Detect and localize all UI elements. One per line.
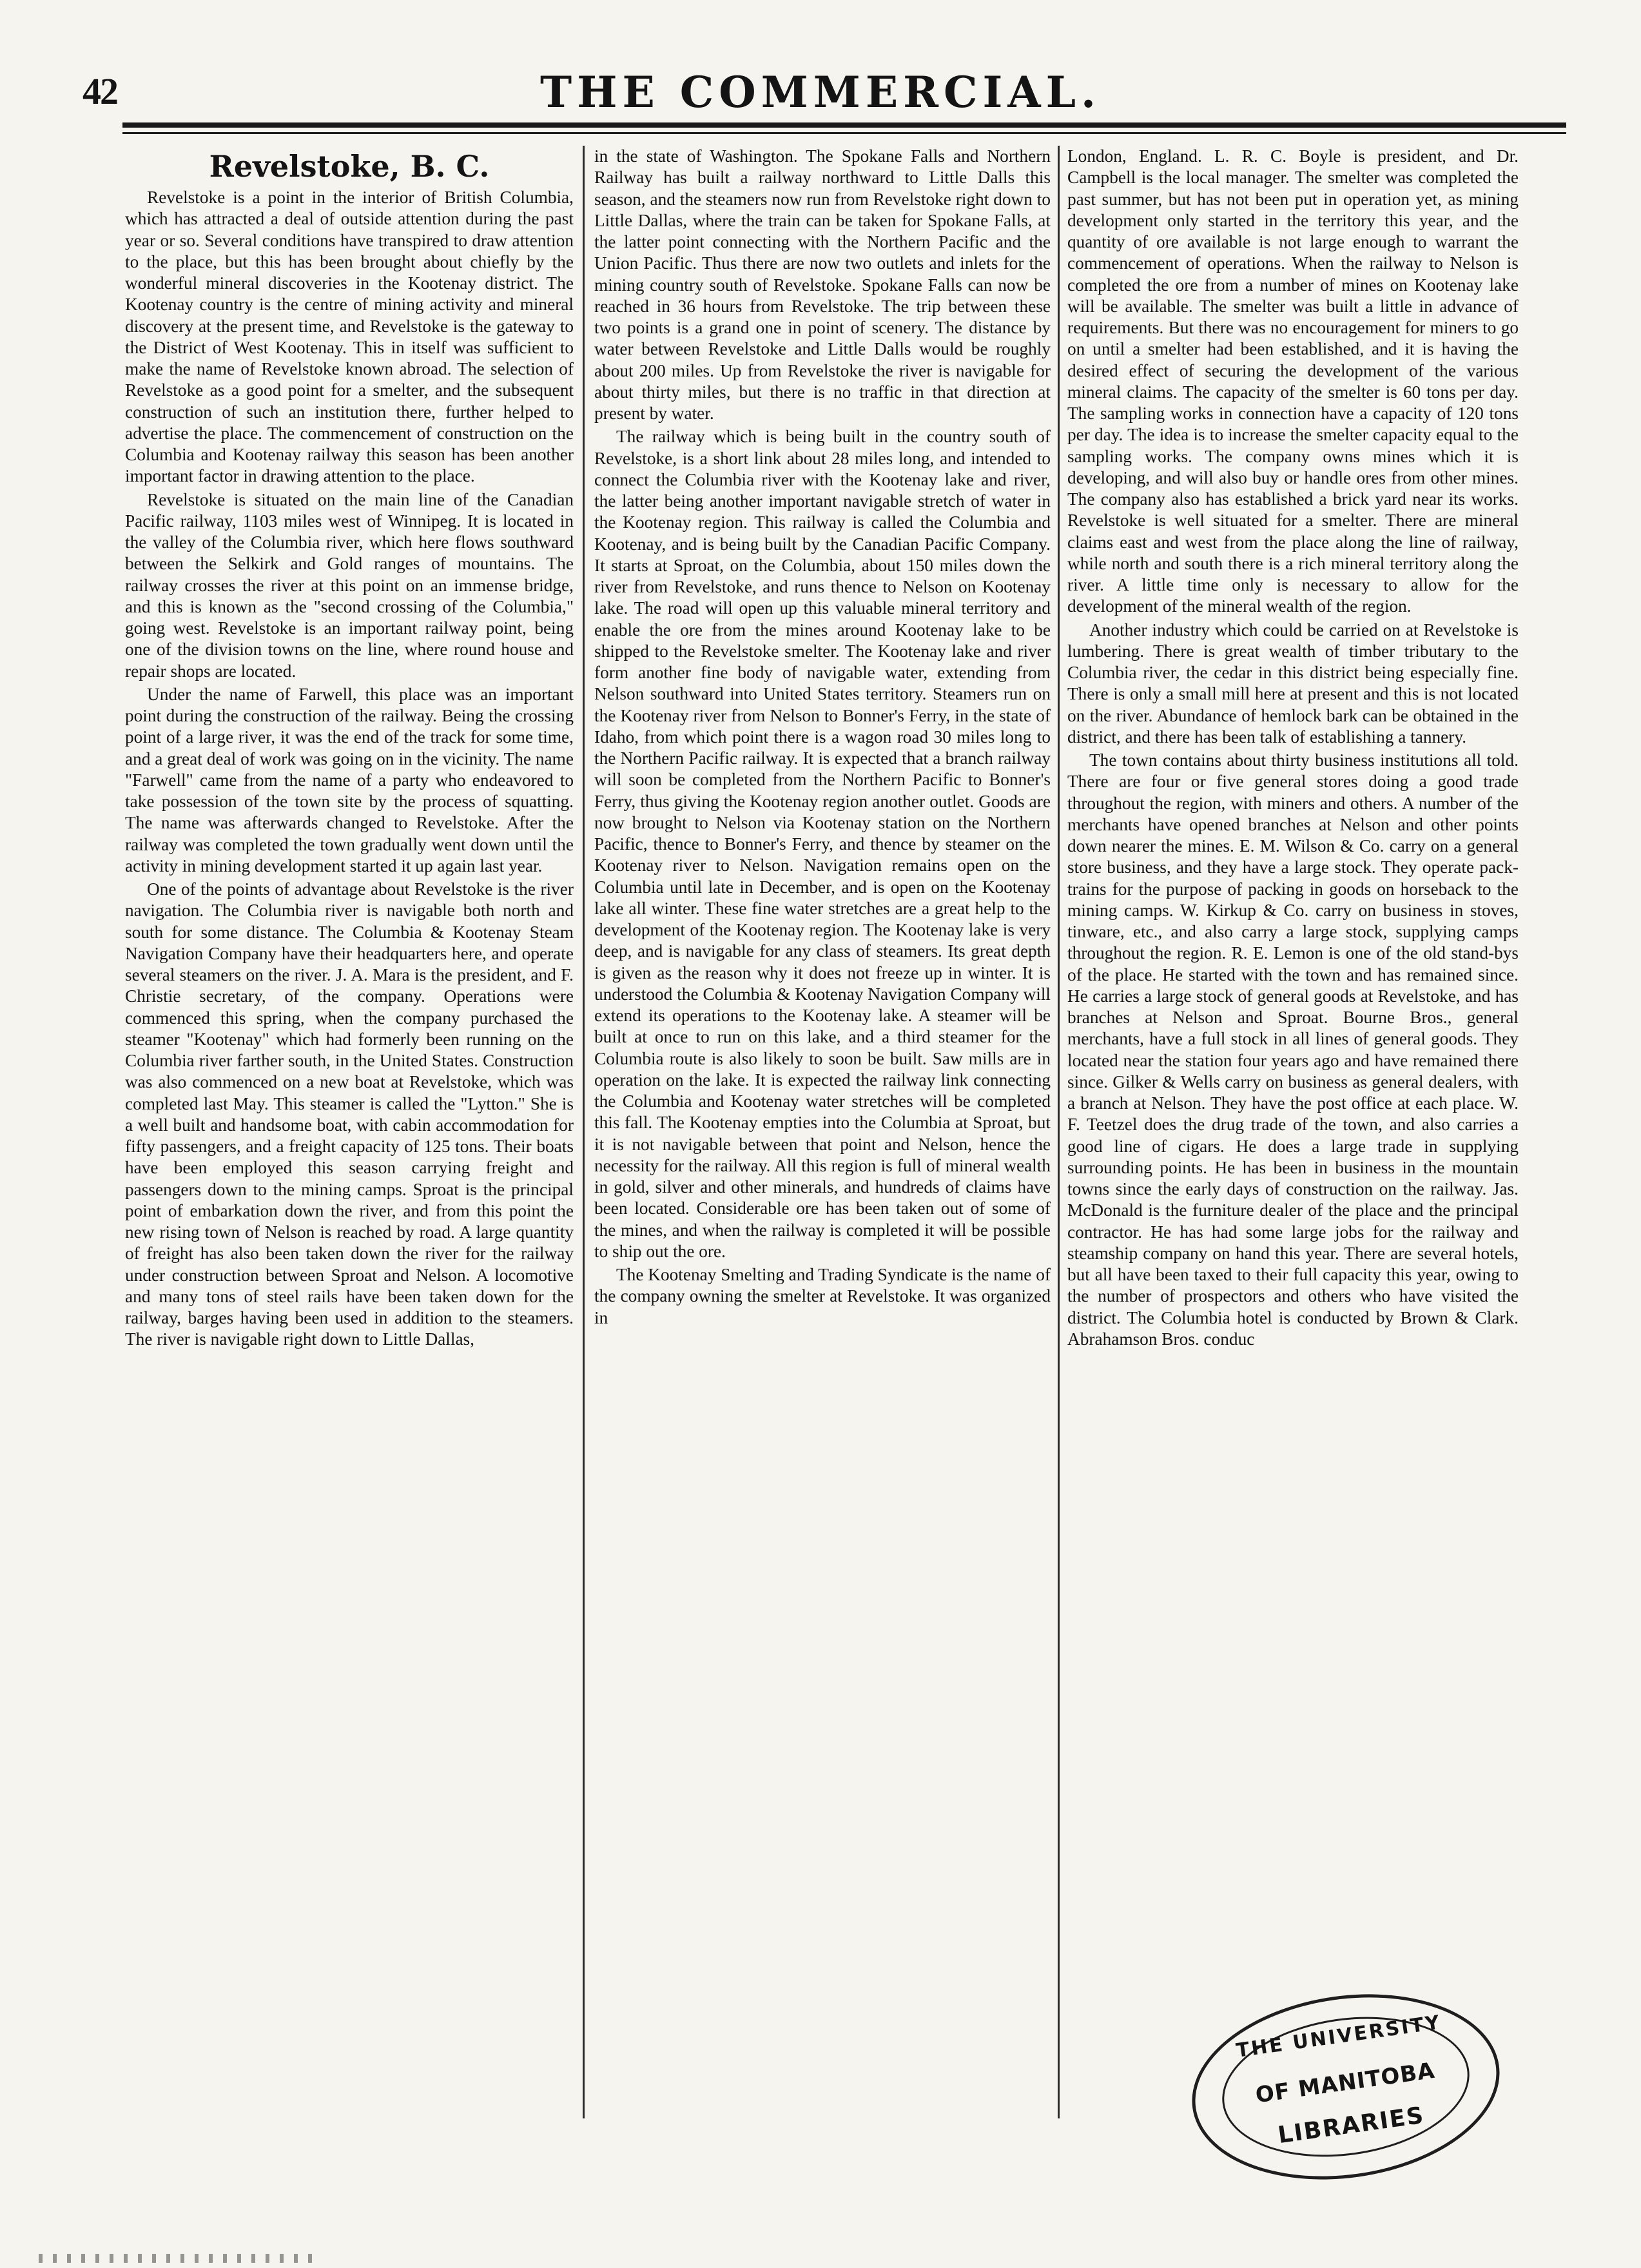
article-headline: Revelstoke, B. C. bbox=[209, 149, 490, 184]
stamp-text-bottom: LIBRARIES bbox=[1276, 2102, 1426, 2149]
paragraph: Another industry which could be carried on at Revelstoke is lumbering. There is great wealth of timber tributary to the Columbia river, the cedar in this district being especially fine. There is only a small mill here at present and this is not located on the river. Abundance of hemlock bark can be obtained in the district, and there has been talk of establishing a tannery. bbox=[1067, 620, 1519, 747]
column-rule-1 bbox=[583, 146, 585, 2118]
article-column-3 bbox=[1067, 146, 1519, 2118]
stamp-text-top: THE UNIVERSITY bbox=[1234, 2011, 1443, 2062]
paragraph: Revelstoke is situated on the main line of the Canadian Pacific railway, 1103 miles west of Winnipeg. It is located in the valley of the Columbia river, which here flows southward between the Selkirk and Gold ranges of mountains. The railway crosses the river at this point on an immense bridge, and this is known as the "second crossing of the Columbia," going west. Revelstoke is an important railway point, being one of the division towns on the line, where round house and repair shops are located. bbox=[125, 489, 574, 681]
paragraph: The town contains about thirty business institutions all told. There are four or five general stores doing a good trade throughout the region, with miners and others. A number of the merchants have opened branches at Nelson and other points down nearer the mines. E. M. Wilson & Co. carry on a general store business, and they have a large stock. They operate pack-trains for the purpose of packing in goods on horseback to the mining camps. W. Kirkup & Co. carry on business in stoves, tinware, etc., and also carry a large stock, supplying camps throughout the region. R. E. Lemon is one of the old stand-bys of the place. He started with the town and has remained since. He carries a large stock of general goods at Revelstoke, and has branches at Nelson and Sproat. Bourne Bros., general merchants, have a full stock in all lines of general goods. They located near the station four years ago and have remained there since. Gilker & Wells carry on business as general dealers, with a branch at Nelson. They have the post office at each place. W. F. Teetzel does the drug trade of the town, and also carries a good line of cigars. He does a large trade in supplying surrounding points. He has been in business in the mountain towns since the early days of construction on the railway. Jas. McDonald is the furniture dealer of the place and the principal contractor. He has had some large jobs for the railway and steamship company on hand this year. There are several hotels, but all have been taxed to their full capacity this year, owing to the number of prospectors and others who have visited the district. The Columbia hotel is conducted by Brown & Clark. Abrahamson Bros. conduc bbox=[1067, 750, 1519, 1349]
paragraph: The railway which is being built in the country south of Revelstoke, is a short link about 28 miles long, and intended to connect the Columbia river with the Kootenay lake and river, the latter being another important navigable stretch of water in the Kootenay region. This railway is called the Columbia and Kootenay, and is being built by the Canadian Pacific Company. It starts at Sproat, on the Columbia, about 150 miles down the river from Revelstoke, and runs thence to Nelson on Kootenay lake. The road will open up this valuable mineral territory and enable the ore from the mines around Kootenay lake to be shipped to the Revelstoke smelter. The Kootenay lake and river form another fine body of navigable water, extending from Nelson southward into United States territory. Steamers run on the Kootenay river from Nelson to Bonner's Ferry, in the state of Idaho, from which point there is a wagon road 30 miles long to the Northern Pacific railway. It is expected that a branch railway will soon be completed from the Northern Pacific to Bonner's Ferry, thus giving the Kootenay region another outlet. Goods are now brought to Nelson via Kootenay station on the Northern Pacific, thence to Bonner's Ferry, and thence by steamer on the Kootenay river to Nelson. Navigation remains open on the Columbia until late in December, and is open on the Kootenay lake all winter. These fine water stretches are a great help to the development of the Kootenay region. The Kootenay lake is very deep, and is navigable for any class of steamers. Its great depth is given as the reason why it does not freeze up in winter. It is understood the Columbia & Kootenay Navigation Company will extend its operations to the Kootenay lake. A steamer will be built at once to run on this lake, and a third steamer for the Columbia route is also likely to soon be built. Saw mills are in operation on the lake. It is expected the railway link connecting the Columbia and Kootenay water stretches will be completed this fall. The Kootenay empties into the Columbia at Sproat, but it is not navigable between that point and Nelson, hence the necessity for the railway. All this region is full of mineral wealth in gold, silver and other minerals, and hundreds of claims have been located. Considerable ore has been taken out of some of the mines, and when the railway is completed it will be possible to ship out the ore. bbox=[594, 427, 1051, 1261]
paragraph: in the state of Washington. The Spokane Falls and Northern Railway has built a railway northward to Little Dalls this season, and the steamers now run from Revelstoke right down to Little Dallas, where the train can be taken for Spokane Falls, at the latter point connecting with the Northern Pacific and the Union Pacific. Thus there are now two outlets and inlets for the mining country south of Revelstoke. Spokane Falls can now be reached in 36 hours from Revelstoke. The trip between these two points is a grand one in point of scenery. The distance by water between Revelstoke and Little Dalls would be roughly about 200 miles. Up from Revelstoke the river is navigable for about thirty miles, but there is no traffic in that direction at present by water. bbox=[594, 146, 1051, 423]
masthead-rule-thick bbox=[122, 122, 1566, 128]
masthead-title: THE COMMERCIAL. bbox=[539, 67, 1102, 117]
paragraph: Revelstoke is a point in the interior of British Columbia, which has attracted a deal of outside attention during the past year or so. Several conditions have transpired to draw attention to the place, but this has been brought about chiefly by the wonderful mineral discoveries in the Kootenay district. The Kootenay country is the centre of mining activity and mineral discovery at the present time, and Revelstoke is the gateway to the District of West Kootenay. This in itself was sufficient to make the name of Revelstoke known abroad. The selection of Revelstoke as a good point for a smelter, and the subsequent construction of such an institution there, further helped to advertise the place. The commencement of construction on the Columbia and Kootenay railway this season has been another important factor in drawing attention to the place. bbox=[125, 188, 574, 486]
article-column-1 bbox=[125, 146, 574, 2118]
column-rule-2 bbox=[1058, 146, 1060, 2118]
stamp-text-middle: OF MANITOBA bbox=[1254, 2057, 1437, 2109]
page-number: 42 bbox=[83, 70, 117, 112]
paragraph: The Kootenay Smelting and Trading Syndicate is the name of the company owning the smelter at Revelstoke. It was organized in bbox=[594, 1265, 1051, 1327]
scan-artifact bbox=[39, 2254, 322, 2263]
paragraph: One of the points of advantage about Revelstoke is the river navigation. The Columbia river is navigable both north and south for some distance. The Columbia & Kootenay Steam Navigation Company have their headquarters here, and operate several steamers on the river. J. A. Mara is the president, and F. Christie secretary, of the company. Operations were commenced this spring, when the company purchased the steamer "Kootenay" which had formerly been running on the Columbia river farther south, in the United States. Construction was also commenced on a new boat at Revelstoke, which was completed last May. This steamer is called the "Lytton." She is a well built and handsome boat, with cabin accommodation for fifty passengers, and a freight capacity of 125 tons. Their boats have been employed this season carrying freight and passengers down to the mining camps. Sproat is the principal point of embarkation down the river, and from this point the new rising town of Nelson is reached by road. A large quantity of freight has also been taken down the river for the railway under construction between Sproat and Nelson. A locomotive and many tons of steel rails have been taken down for the railway, barges having been used in addition to the steamers. The river is navigable right down to Little Dallas, bbox=[125, 879, 574, 1349]
paragraph: London, England. L. R. C. Boyle is president, and Dr. Campbell is the local manager. The smelter was completed the past summer, but has not been put in operation yet, as mining development only started in the territory this year, and the quantity of ore available is not large enough to warrant the commencement of operations. When the railway to Nelson is completed the ore from a number of mines on Kootenay lake will be available. The smelter was built a little in advance of requirements. But there was no encouragement for miners to go on until a smelter had been established, and it is having the desired effect of securing the development of the various mineral claims. The capacity of the smelter is 60 tons per day. The sampling works in connection have a capacity of 120 tons per day. The idea is to increase the smelter capacity equal to the sampling works. The company owns mines which it is developing, and will also buy or handle ores from other mines. The company also has established a brick yard near its works. Revelstoke is well situated for a smelter. There are mineral claims east and west from the place along the line of railway, while north and south there is a rich mineral territory along the river. A little time only is necessary to allow for the development of the mineral wealth of the region. bbox=[1067, 146, 1519, 616]
article-column-2 bbox=[594, 146, 1051, 2118]
masthead-rule-thin bbox=[122, 132, 1566, 134]
paragraph: Under the name of Farwell, this place was an important point during the construction of the railway. Being the crossing point of a large river, it was the end of the track for some time, and a great deal of work was going on in the vicinity. The name "Farwell" came from the name of a party who endeavored to take possession of the town site by the process of squatting. The name was afterwards changed to Revelstoke. After the railway was completed the town gradually went down until the activity in mining development started it up again last year. bbox=[125, 684, 574, 875]
